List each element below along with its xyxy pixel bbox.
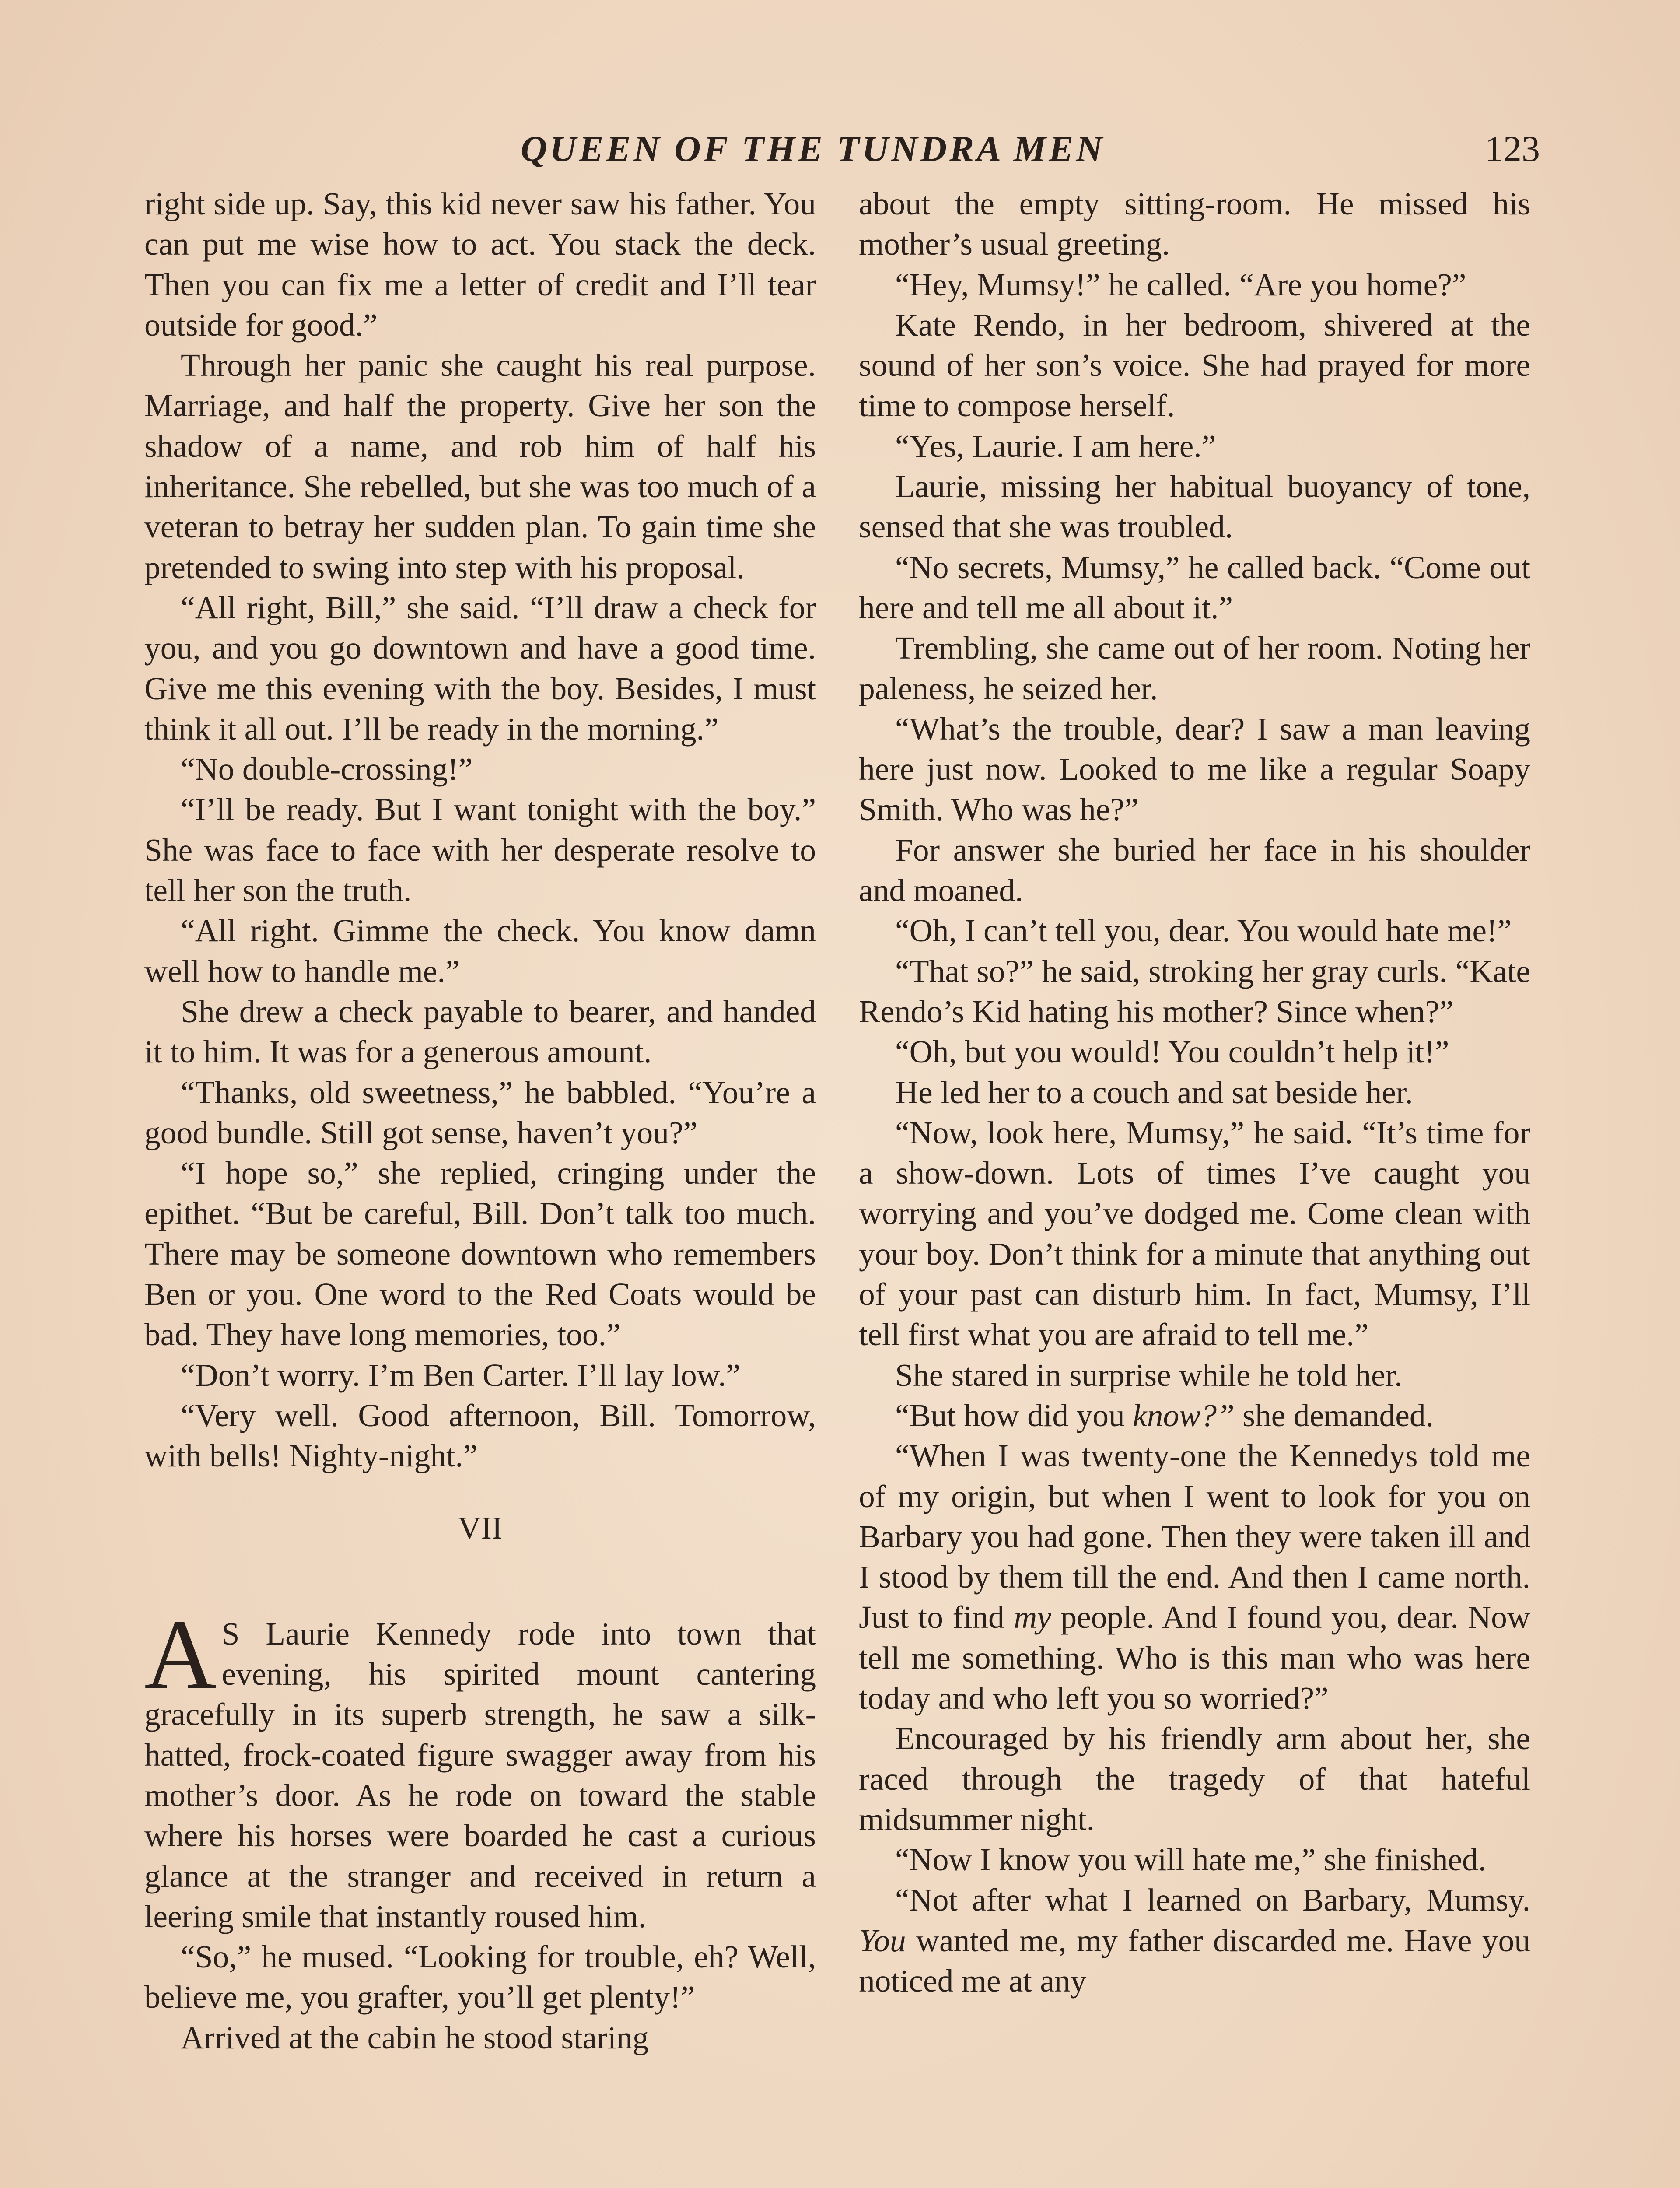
paragraph: Kate Rendo, in her bedroom, shivered at the sound of her son’s voice. She had prayed for more time to compose herself. (859, 307, 1530, 424)
italic-text: You (859, 1922, 906, 1958)
section-heading: VII (458, 1510, 503, 1546)
text-run: “When I was twenty-one the Kennedys told me of my origin, but when I went to look for you on Barbary you had gone. Then they were taken ill and I stood by them till the end. And then I came north. (859, 1438, 1530, 1595)
text-run: Just to find (859, 1599, 1014, 1635)
paragraph: Arrived at the cabin he stood staring (181, 2020, 649, 2055)
paragraph: Trembling, she came out of her room. Noting her paleness, he seized her. (859, 630, 1530, 706)
paragraph (859, 1436, 1530, 1718)
paragraph: “Oh, I can’t tell you, dear. You would hate me!” (895, 913, 1512, 949)
running-header (521, 128, 1540, 180)
text-run: she demanded. (1234, 1397, 1434, 1433)
paragraph: “That so?” he said, stroking her gray curls. “Kate Rendo’s Kid hating his mother? Since when?” (859, 953, 1530, 1029)
paragraph: “Now I know you will hate me,” she finished. (895, 1842, 1487, 1878)
text-run: wanted me, my father discarded me. Have you noticed me at any (859, 1922, 1530, 1999)
paragraph: “So,” he mused. “Looking for trouble, eh? Well, believe me, you grafter, you’ll get plenty!” (144, 1939, 816, 2015)
text-run: people. And I found you, dear. Now tell me something. Who is this man who was here today and who left you so worried?” (859, 1599, 1531, 1716)
text-run: “Not after what I learned on Barbary, Mumsy. (895, 1882, 1530, 1918)
paragraph: “Thanks, old sweetness,” he babbled. “You’re a good bundle. Still got sense, haven’t you?” (144, 1074, 816, 1150)
text-run: “But how did you (895, 1397, 1133, 1433)
paragraph (859, 1880, 1530, 2001)
paragraph: “No double-crossing!” (181, 751, 473, 787)
right-column (859, 184, 1530, 2001)
paragraph: “Don’t worry. I’m Ben Carter. I’ll lay low.” (181, 1357, 741, 1393)
paragraph: “All right, Bill,” she said. “I’ll draw a check for you, and you go downtown and have a good time. Give me this evening with the boy. Besides, I must think it all out. I’ll be ready in the morning.” (144, 589, 816, 747)
paragraph: right side up. Say, this kid never saw his father. You can put me wise how to act. You stack the deck. Then you can fix me a letter of credit and I’ll tear outside for good.” (144, 186, 816, 343)
paragraph: “What’s the trouble, dear? I saw a man leaving here just now. Looked to me like a regular Soapy Smith. Who was he?” (859, 711, 1530, 828)
paragraph: “Yes, Laurie. I am here.” (895, 428, 1216, 464)
paragraph: “I hope so,” she replied, cringing under the epithet. “But be careful, Bill. Don’t talk too much. There may be someone downtown who remembers Ben or you. One word to the Red Coats would be bad. They have long memories, too.” (144, 1155, 816, 1353)
paragraph: Encouraged by his friendly arm about her, she raced through the tragedy of that hateful midsummer night. (859, 1721, 1530, 1837)
paragraph: “Oh, but you would! You couldn’t help it!” (895, 1034, 1449, 1070)
paragraph: “All right. Gimme the check. You know damn well how to handle me.” (144, 913, 816, 989)
drop-cap-paragraph (144, 1599, 816, 1937)
paragraph: He led her to a couch and sat beside her. (895, 1074, 1413, 1110)
paragraph: “No secrets, Mumsy,” he called back. “Come out here and tell me all about it.” (859, 549, 1530, 625)
drop-cap-paragraph-text: S Laurie Kennedy rode into town that evening, his spirited mount cantering gracefully in its superb strength, he saw a silk-hatted, frock-coated figure swagger away from his mother’s door. As he rode on toward the stable where his horses were boarded he cast a curious glance at the stranger and received in return a leering smile that instantly roused him. (144, 1616, 816, 1934)
page-number: 123 (1485, 129, 1540, 169)
paragraph: For answer she buried her face in his shoulder and moaned. (859, 832, 1530, 908)
paragraph: “I’ll be ready. But I want tonight with the boy.” She was face to face with her desperate resolve to tell her son the truth. (144, 792, 816, 908)
italic-text: know?” (1133, 1397, 1235, 1433)
paragraph: She stared in surprise while he told her. (895, 1357, 1403, 1393)
left-column (144, 184, 816, 2058)
paragraph: “Very well. Good afternoon, Bill. Tomorrow, with bells! Nighty-night.” (144, 1397, 816, 1474)
paragraph: Laurie, missing her habitual buoyancy of tone, sensed that she was troubled. (859, 469, 1530, 545)
paragraph (859, 1396, 1530, 1436)
running-title: QUEEN OF THE TUNDRA MEN (521, 129, 1105, 169)
paragraph: Through her panic she caught his real purpose. Marriage, and half the property. Give her son the shadow of a name, and rob him of half his inheritance. She rebelled, but she was too much of a veteran to betray her sudden plan. To gain time she pretended to swing into step with his proposal. (144, 347, 816, 585)
paragraph: She drew a check payable to bearer, and handed it to him. It was for a generous amount. (144, 993, 816, 1070)
italic-text: my (1014, 1599, 1051, 1635)
paragraph: about the empty sitting-room. He missed his mother’s usual greeting. (859, 186, 1530, 262)
drop-cap: A (144, 1599, 217, 1710)
paragraph: “Hey, Mumsy!” he called. “Are you home?” (895, 266, 1466, 302)
paragraph: “Now, look here, Mumsy,” he said. “It’s time for a show-down. Lots of times I’ve caught you worrying and you’ve dodged me. Come clean with your boy. Don’t think for a minute that anything out of your past can disturb him. In fact, Mumsy, I’ll tell first what you are afraid to tell me.” (859, 1115, 1530, 1353)
